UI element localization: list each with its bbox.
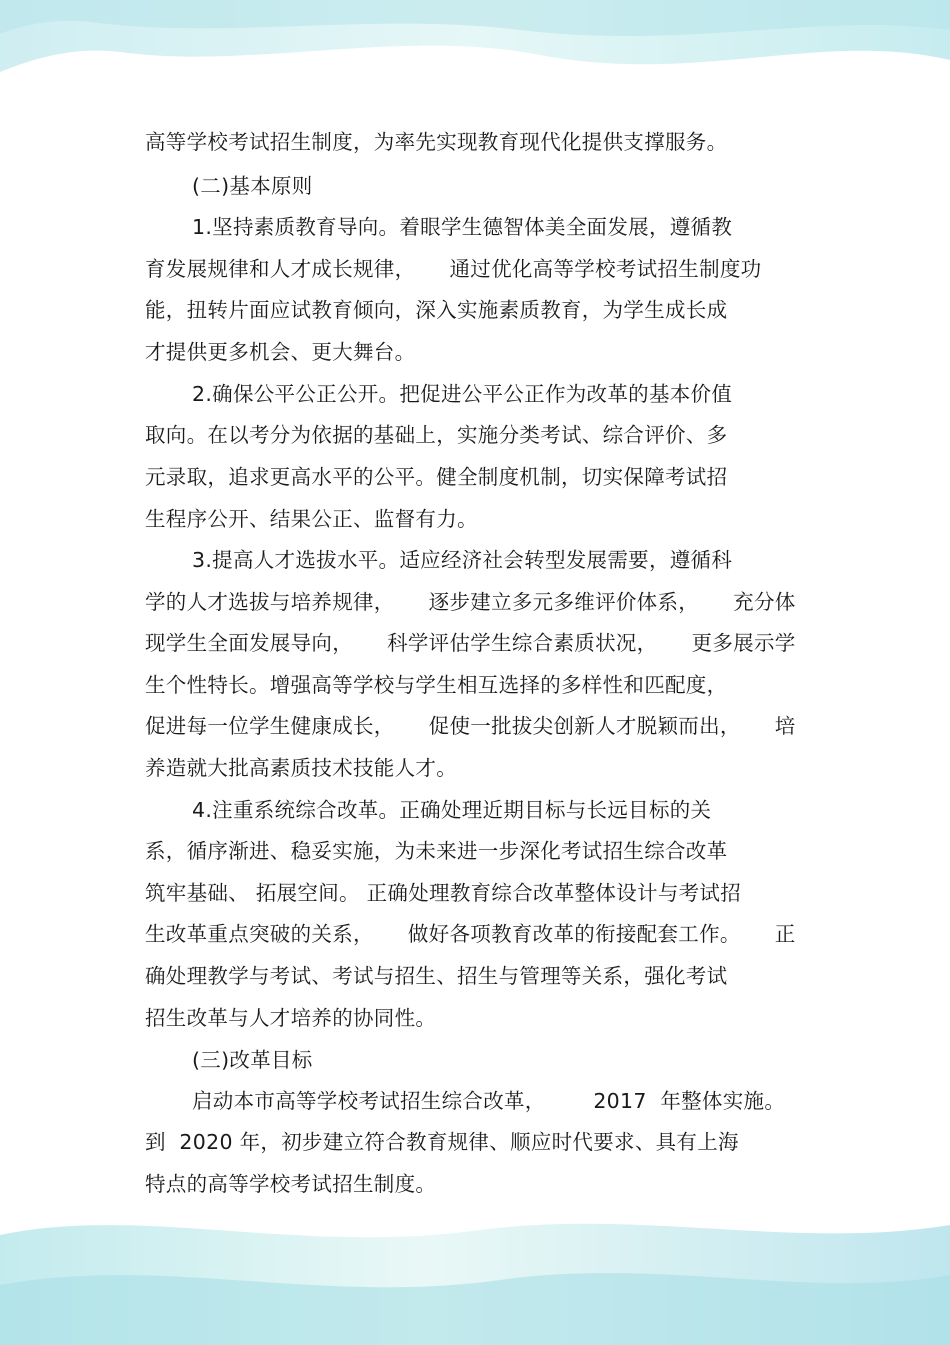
text-line: 能，扭转片面应试教育倾向，深入实施素质教育，为学生成长成 (145, 298, 728, 322)
text-line: 特点的高等学校考试招生制度。 (145, 1172, 437, 1196)
text-line: 筑牢基础、 拓展空间。 正确处理教育综合改革整体设计与考试招 (145, 881, 742, 905)
text-line: 确处理教学与考试、考试与招生、招生与管理等关系，强化考试 (145, 964, 728, 988)
text-line: 1.坚持素质教育导向。着眼学生德智体美全面发展，遵循教 (192, 215, 733, 239)
text-line: 4.注重系统综合改革。正确处理近期目标与长远目标的关 (192, 798, 712, 822)
text-line: 2.确保公平公正公开。把促进公平公正作为改革的基本价值 (192, 382, 733, 406)
text-line: 高等学校考试招生制度，为率先实现教育现代化提供支撑服务。 (145, 130, 728, 154)
text-line: 现学生全面发展导向， 科学评估学生综合素质状况， 更多展示学 (145, 631, 796, 655)
text-line: 元录取，追求更高水平的公平。健全制度机制，切实保障考试招 (145, 465, 728, 489)
text-line: 3.提高人才选拔水平。适应经济社会转型发展需要，遵循科 (192, 548, 733, 572)
text-line: 生改革重点突破的关系， 做好各项教育改革的衔接配套工作。 正 (145, 922, 796, 946)
text-line: 启动本市高等学校考试招生综合改革， 2017 年整体实施。 (192, 1089, 786, 1113)
text-line: 取向。在以考分为依据的基础上，实施分类考试、综合评价、多 (145, 423, 728, 447)
section-heading: (三)改革目标 (192, 1048, 313, 1072)
text-line: 生个性特长。增强高等学校与学生相互选择的多样性和匹配度， (145, 673, 728, 697)
text-line: 学的人才选拔与培养规律， 逐步建立多元多维评价体系， 充分体 (145, 590, 796, 614)
text-line: 生程序公开、结果公正、监督有力。 (145, 507, 478, 531)
text-line: 系，循序渐进、稳妥实施，为未来进一步深化考试招生综合改革 (145, 839, 728, 863)
text-line: 养造就大批高素质技术技能人才。 (145, 756, 457, 780)
text-line: 招生改革与人才培养的协同性。 (145, 1006, 437, 1030)
section-heading: (二)基本原则 (192, 174, 313, 198)
text-line: 促进每一位学生健康成长， 促使一批拔尖创新人才脱颖而出， 培 (145, 714, 796, 738)
text-line: 才提供更多机会、更大舞台。 (145, 340, 416, 364)
text-line: 育发展规律和人才成长规律， 通过优化高等学校考试招生制度功 (145, 257, 762, 281)
text-line: 到 2020 年，初步建立符合教育规律、顺应时代要求、具有上海 (145, 1130, 739, 1154)
